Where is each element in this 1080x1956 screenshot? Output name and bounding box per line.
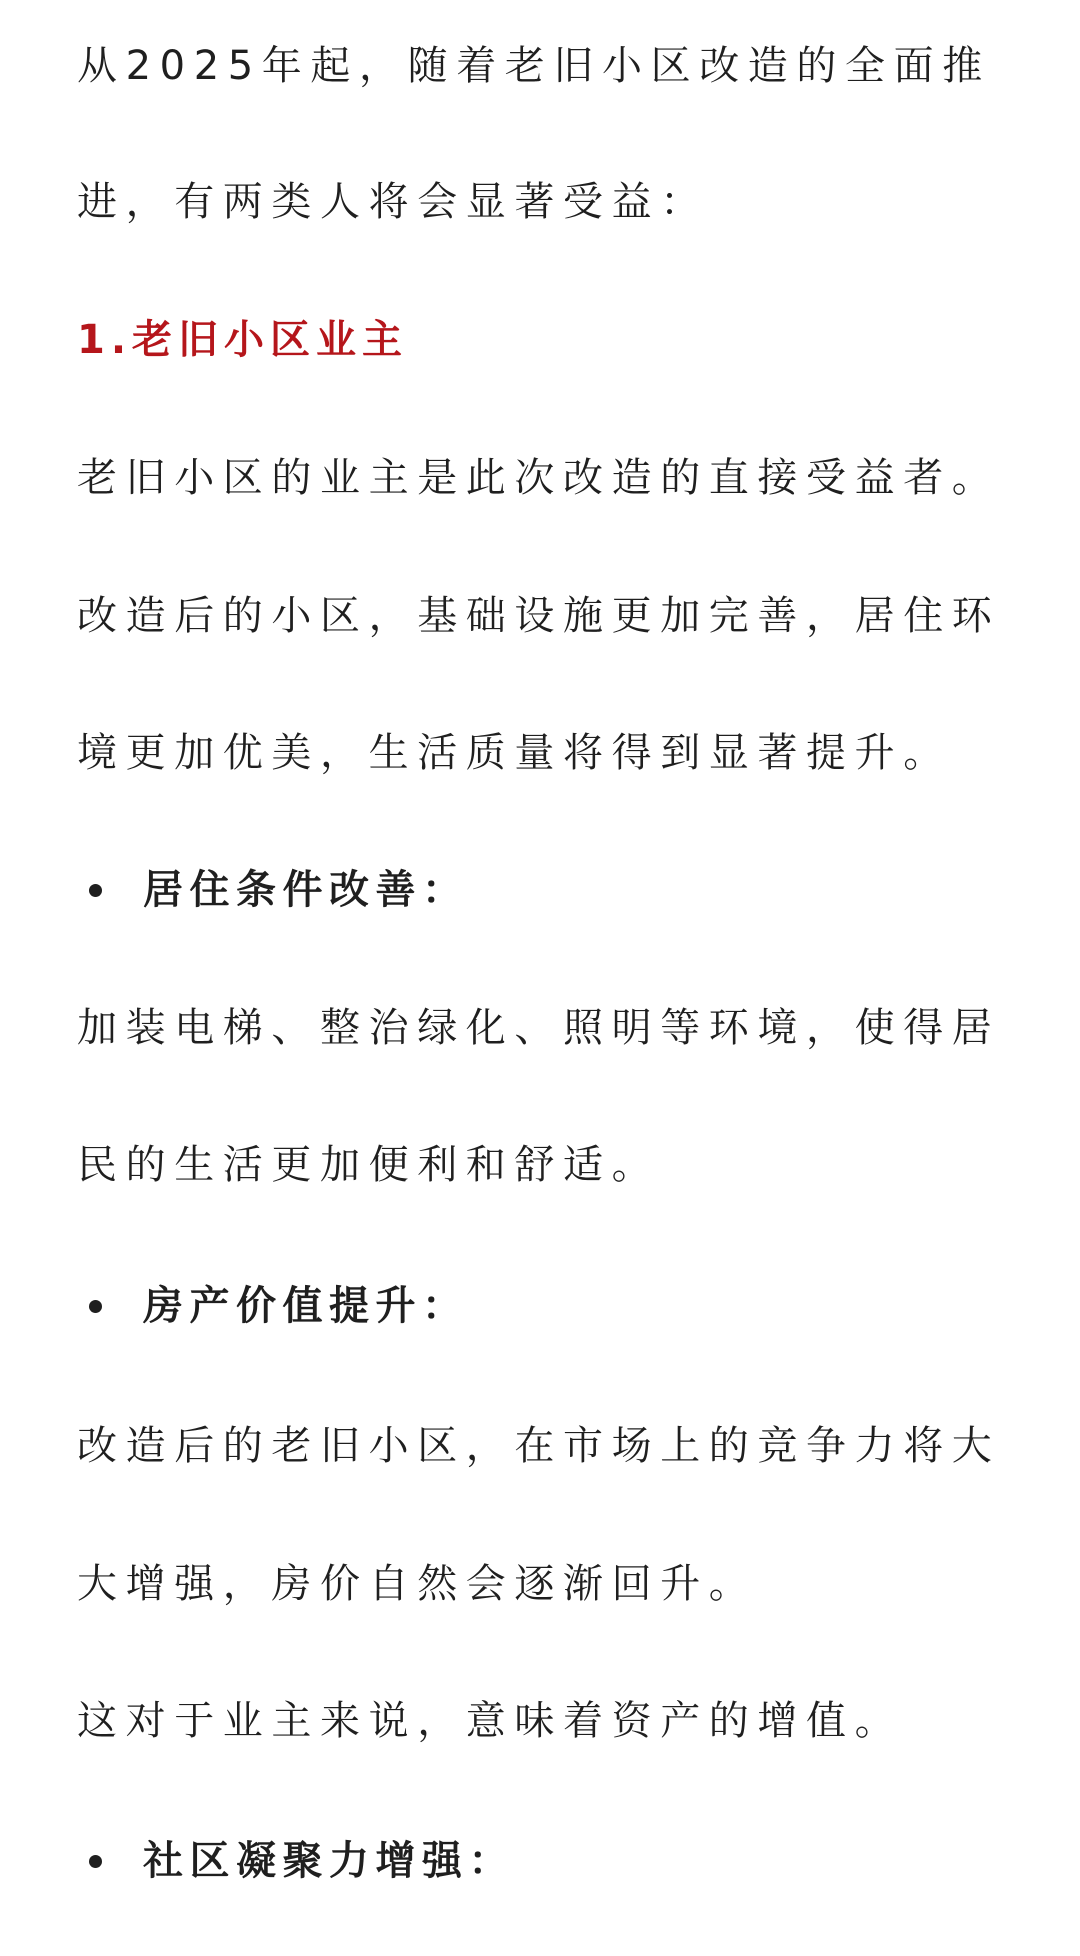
- paragraph-renovated-community-line-1: 改造后的小区，基础设施更加完善，居住环: [77, 593, 1001, 639]
- paragraph-asset-appreciation: 这对于业主来说，意味着资产的增值。: [77, 1698, 904, 1744]
- bullet-label: 社区凝聚力增强：: [143, 1838, 515, 1884]
- paragraph-market-competitiveness-line-1: 改造后的老旧小区，在市场上的竞争力将大: [77, 1423, 1001, 1469]
- bullet-dot-icon: [89, 1300, 102, 1313]
- section-heading-old-community-owners: 1.老旧小区业主: [77, 317, 409, 363]
- paragraph-market-competitiveness-line-2: 大增强，房价自然会逐渐回升。: [77, 1561, 758, 1607]
- paragraph-elevator-greening-line-1: 加装电梯、整治绿化、照明等环境，使得居: [77, 1005, 1001, 1051]
- intro-paragraph-line-1: 从2025年起，随着老旧小区改造的全面推: [77, 43, 991, 89]
- bullet-property-value: [77, 1278, 1037, 1334]
- paragraph-renovated-community-line-2: 境更加优美，生活质量将得到显著提升。: [77, 730, 952, 776]
- bullet-dot-icon: [89, 884, 102, 897]
- bullet-dot-icon: [89, 1855, 102, 1868]
- bullet-label: 居住条件改善：: [143, 867, 469, 913]
- paragraph-elevator-greening-line-2: 民的生活更加便利和舒适。: [77, 1142, 661, 1188]
- paragraph-direct-beneficiaries: 老旧小区的业主是此次改造的直接受益者。: [77, 455, 1001, 501]
- bullet-community-cohesion: [77, 1833, 1037, 1889]
- intro-paragraph-line-2: 进，有两类人将会显著受益：: [77, 179, 709, 225]
- bullet-living-conditions: [77, 862, 1037, 918]
- bullet-label: 房产价值提升：: [143, 1283, 469, 1329]
